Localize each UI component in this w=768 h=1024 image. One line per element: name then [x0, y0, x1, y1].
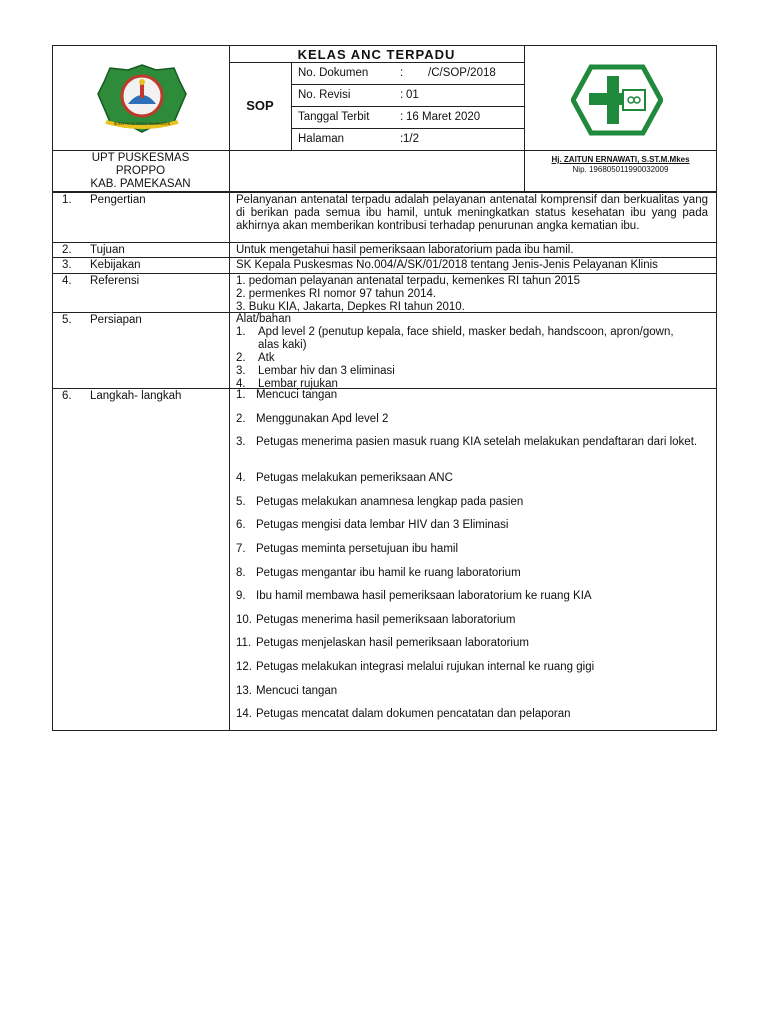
signer-nip: Nip. 196805011990032009 [572, 164, 669, 174]
meta-row-tanggal: Tanggal Terbit : 16 Maret 2020 [298, 111, 481, 123]
section-text-kebijakan: SK Kepala Puskesmas No.004/A/SK/01/2018 tentang Jenis-Jenis Pelayanan Klinis [236, 259, 658, 271]
section-label-langkah: Langkah- langkah [90, 390, 182, 402]
section-text-tujuan: Untuk mengetahui hasil pemeriksaan laboratorium pada ibu hamil. [236, 244, 574, 256]
reference-item: 3. Buku KIA, Jakarta, Depkes RI tahun 2010. [236, 301, 465, 313]
section-label-persiapan: Persiapan [90, 314, 142, 326]
reference-item: 1. pedoman pelayanan antenatal terpadu, kemenkes RI tahun 2015 [236, 275, 580, 287]
signer-name: Hj. ZAITUN ERNAWATI, S.ST.M.Mkes [551, 155, 690, 164]
section-number: 2. [62, 244, 72, 256]
section-label-referensi: Referensi [90, 275, 140, 287]
section-text-referensi [236, 275, 708, 314]
section-number: 5. [62, 314, 72, 326]
section-label-kebijakan: Kebijakan [90, 259, 141, 271]
list-item: 2. Atk [236, 352, 275, 364]
sop-label: SOP [246, 98, 274, 113]
section-number: 1. [62, 194, 72, 206]
section-number: 6. [62, 390, 72, 402]
reference-item: 2. permenkes RI nomor 97 tahun 2014. [236, 288, 437, 300]
list-item: 1. Apd level 2 (penutup kepala, face shield, masker bedah, handscoon, apron/gown, alas kaki) [236, 326, 674, 351]
section-label-tujuan: Tujuan [90, 244, 125, 256]
signer-block [526, 155, 715, 174]
meta-row-dokumen: No. Dokumen : /C/SOP/2018 [298, 67, 496, 79]
section-text-pengertian: Pelanyanan antenatal terpadu adalah pelayanan antenatal komprensif dan berkualitas yang di berikan pada semua ibu hamil, untuk meningkatkan status kesehatan ibu yang pada akhirnya akan memberikan kontribusi terhadap penurunan angka kematian ibu. [236, 194, 708, 232]
section-text-persiapan [236, 313, 696, 391]
document-title: KELAS ANC TERPADU [297, 47, 456, 62]
list-item: 4. Lembar rujukan [236, 378, 338, 390]
puskesmas-logo [571, 64, 663, 136]
svg-text:BUPATI KABUPATEN PAMEKASAN: BUPATI KABUPATEN PAMEKASAN [113, 122, 171, 126]
meta-row-halaman: Halaman : 1/2 [298, 133, 419, 145]
section-number: 4. [62, 275, 72, 287]
organization-name: UPT PUSKESMAS PROPPO KAB. PAMEKASAN [90, 152, 191, 190]
meta-row-revisi: No. Revisi : 01 [298, 89, 419, 101]
list-item: 3. Lembar hiv dan 3 eliminasi [236, 365, 395, 377]
regency-logo [96, 62, 188, 134]
persiapan-intro: Alat/bahan [236, 313, 291, 325]
section-number: 3. [62, 259, 72, 271]
section-label-pengertian: Pengertian [90, 194, 146, 206]
